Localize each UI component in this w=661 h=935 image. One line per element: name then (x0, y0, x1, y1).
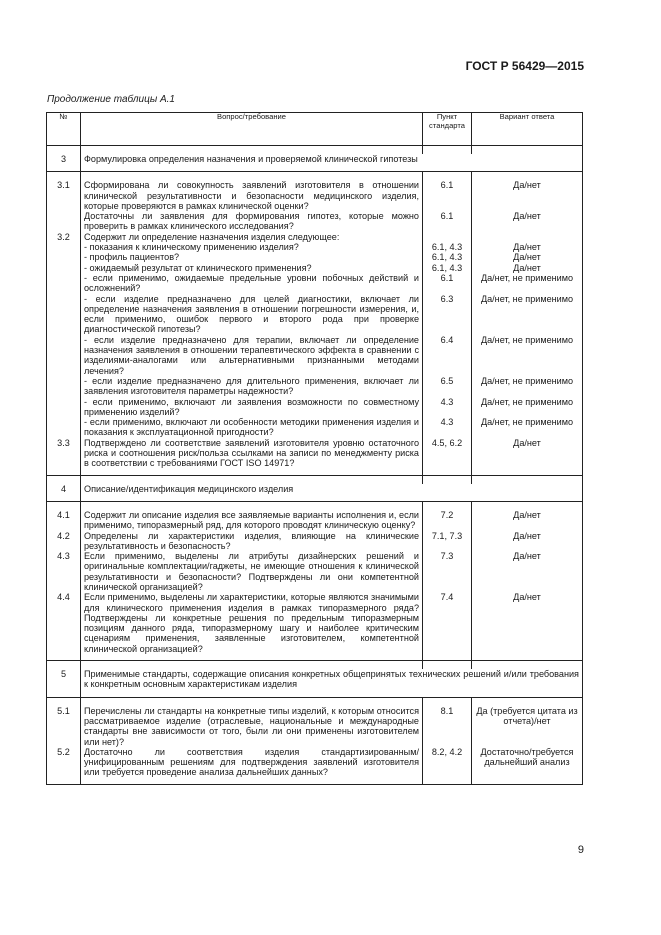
row-question: Достаточно ли соответствия изделия стандартизированным/унифицированным решениям для подтверждения заявлений изготовителя или требуется проведение анализа дальнейших данных? (81, 747, 423, 778)
section-end-spacer (47, 778, 583, 785)
column-header-clause: Пункт стандарта (423, 113, 472, 146)
row-clause: 8.1 (423, 706, 472, 747)
row-number (47, 376, 81, 397)
spacer-cell (472, 778, 583, 785)
spacer-cell (423, 501, 472, 510)
section-separator (47, 697, 583, 706)
row-number: 4.2 (47, 531, 81, 552)
row-number (47, 417, 81, 438)
spacer-cell (472, 501, 583, 510)
row-number (47, 335, 81, 376)
section-number: 3 (47, 154, 81, 172)
row-answer: Да/нет (472, 263, 583, 273)
table-row (47, 397, 583, 418)
row-clause: 4.3 (423, 417, 472, 438)
section-separator (47, 501, 583, 510)
column-header-answer: Вариант ответа (472, 113, 583, 146)
section-heading-row (47, 154, 583, 172)
row-question: - ожидаемый результат от клинического применения? (81, 263, 423, 273)
row-question: Если применимо, выделены ли атрибуты дизайнерских решений и оригинальные комплектации/гаджеты, не имеющие отношения к клинической результативности и безопасности? Подтверждены ли они компетентной клинической организацией? (81, 551, 423, 592)
table-row (47, 242, 583, 252)
spacer-cell (472, 697, 583, 706)
row-clause: 6.4 (423, 335, 472, 376)
row-question: Содержит ли описание изделия все заявляемые варианты исполнения и, если применимо, типоразмерный ряд, для которого проводят клиническую оценку? (81, 510, 423, 531)
row-answer: Да (требуется цитата из отчета)/нет (472, 706, 583, 747)
section-title: Формулировка определения назначения и проверяемой клинической гипотезы (81, 154, 583, 172)
row-clause: 7.1, 7.3 (423, 531, 472, 552)
spacer-cell (423, 146, 472, 155)
row-question: - если применимо, включают ли заявления возможности по совместному применению изделий? (81, 397, 423, 418)
section-title: Применимые стандарты, содержащие описания конкретных общепринятых технических решений и/или требования к конкретным основным характеристикам изделия (81, 669, 583, 697)
row-answer: Да/нет, не применимо (472, 273, 583, 294)
row-number (47, 252, 81, 262)
row-question: Подтверждено ли соответствие заявлений изготовителя уровню остаточного риска и соотношения риск/польза ссылками на записи по менеджменту риска в соответствии с требованиями ГОСТ ISO 14971? (81, 438, 423, 469)
table-row (47, 706, 583, 747)
spacer-cell (472, 475, 583, 484)
row-clause: 7.2 (423, 510, 472, 531)
table-row (47, 531, 583, 552)
row-answer: Достаточно/требуется дальнейший анализ (472, 747, 583, 778)
spacer-cell (423, 172, 472, 181)
row-question: Если применимо, выделены ли характеристики, которые являются значимыми для клинического применения изделия в рамках типоразмерного ряда? Подтверждены ли конкретные решения по предельным типоразмерным позициям данного ряда, типоразмерному шагу и наиболее критическим сценариям применения, заявленные изготовителем, компетентной клинической организацией? (81, 592, 423, 654)
row-number (47, 397, 81, 418)
table-row (47, 592, 583, 654)
row-answer: Да/нет (472, 531, 583, 552)
table-row (47, 232, 583, 242)
row-clause: 6.1 (423, 211, 472, 232)
row-number: 4.1 (47, 510, 81, 531)
row-number (47, 242, 81, 252)
row-clause: 6.1 (423, 180, 472, 211)
row-answer: Да/нет (472, 252, 583, 262)
row-number: 3.1 (47, 180, 81, 211)
row-answer: Да/нет (472, 592, 583, 654)
row-number: 4.3 (47, 551, 81, 592)
spacer-cell (472, 146, 583, 155)
row-answer (472, 232, 583, 242)
row-question: - если изделие предназначено для длительного применения, включает ли заявления изготовителя параметры надежности? (81, 376, 423, 397)
section-title: Описание/идентификация медицинского изделия (81, 484, 583, 502)
requirements-table (46, 112, 583, 785)
table-row (47, 180, 583, 211)
row-clause (423, 232, 472, 242)
table-row (47, 438, 583, 469)
spacer-cell (47, 146, 81, 155)
row-answer: Да/нет (472, 242, 583, 252)
spacer-cell (81, 778, 423, 785)
spacer-cell (47, 475, 81, 484)
section-number: 4 (47, 484, 81, 502)
table-row (47, 417, 583, 438)
row-answer: Да/нет, не применимо (472, 417, 583, 438)
spacer-cell (423, 778, 472, 785)
row-clause: 6.3 (423, 294, 472, 335)
row-question: - профиль пациентов? (81, 252, 423, 262)
row-question: Содержит ли определение назначения изделия следующее: (81, 232, 423, 242)
row-clause: 6.1 (423, 273, 472, 294)
row-question: - если применимо, включают ли особенности методики применения изделия и показания к эксплуатационной пригодности? (81, 417, 423, 438)
row-number (47, 263, 81, 273)
table-row (47, 335, 583, 376)
spacer-cell (47, 172, 81, 181)
spacer-cell (81, 172, 423, 181)
table-row (47, 510, 583, 531)
table-row (47, 263, 583, 273)
section-heading-row (47, 484, 583, 502)
spacer-cell (81, 661, 423, 670)
row-number: 5.1 (47, 706, 81, 747)
spacer-cell (81, 697, 423, 706)
row-question: Сформирована ли совокупность заявлений изготовителя в отношении клинической результативности и безопасности медицинского изделия, которые проверяются в рамках клинической оценки? (81, 180, 423, 211)
row-answer: Да/нет (472, 211, 583, 232)
page-number: 9 (577, 844, 584, 856)
row-number (47, 211, 81, 232)
row-answer: Да/нет, не применимо (472, 335, 583, 376)
row-clause: 6.5 (423, 376, 472, 397)
row-clause: 8.2, 4.2 (423, 747, 472, 778)
row-clause: 4.5, 6.2 (423, 438, 472, 469)
column-header-question: Вопрос/требование (81, 113, 423, 146)
row-question: - если изделие предназначено для целей диагностики, включает ли определение назначения заявления в отношении погрешности измерения, и, если применимо, ошибок первого и второго рода при проверке диагностической гипотезы? (81, 294, 423, 335)
row-number: 5.2 (47, 747, 81, 778)
table-header-row (47, 113, 583, 146)
row-question: Достаточны ли заявления для формирования гипотез, которые можно проверить в рамках клинического исследования? (81, 211, 423, 232)
row-question: - если изделие предназначено для терапии, включает ли определение назначения заявления в отношении терапевтического эффекта в сравнении с изделиями-аналогами или альтернативными признанными методами лечения? (81, 335, 423, 376)
table-row (47, 551, 583, 592)
section-spacer (47, 661, 583, 670)
section-separator (47, 172, 583, 181)
section-number: 5 (47, 669, 81, 697)
column-header-number: № (47, 113, 81, 146)
row-question: Определены ли характеристики изделия, влияющие на клинические результативность и безопасность? (81, 531, 423, 552)
row-answer: Да/нет, не применимо (472, 376, 583, 397)
section-spacer (47, 475, 583, 484)
spacer-cell (47, 697, 81, 706)
spacer-cell (81, 501, 423, 510)
row-clause: 7.4 (423, 592, 472, 654)
section-spacer (47, 146, 583, 155)
table-body (47, 146, 583, 785)
section-heading-row (47, 669, 583, 697)
table-row (47, 747, 583, 778)
row-clause: 6.1, 4.3 (423, 263, 472, 273)
row-question: - показания к клиническому применению изделия? (81, 242, 423, 252)
row-clause: 7.3 (423, 551, 472, 592)
row-answer: Да/нет (472, 180, 583, 211)
row-number: 3.2 (47, 232, 81, 242)
row-question: Перечислены ли стандарты на конкретные типы изделий, к которым относится рассматриваемое изделие (отраслевые, национальные и международные стандарты вне зависимости от того, были ли они применены изготовителем или нет)? (81, 706, 423, 747)
row-answer: Да/нет, не применимо (472, 294, 583, 335)
row-answer: Да/нет (472, 438, 583, 469)
spacer-cell (47, 778, 81, 785)
table-row (47, 376, 583, 397)
row-number (47, 273, 81, 294)
table-row (47, 211, 583, 232)
spacer-cell (81, 146, 423, 155)
table-row (47, 252, 583, 262)
spacer-cell (47, 501, 81, 510)
spacer-cell (472, 172, 583, 181)
table-row (47, 294, 583, 335)
spacer-cell (81, 475, 423, 484)
row-clause: 6.1, 4.3 (423, 242, 472, 252)
row-question: - если применимо, ожидаемые предельные уровни побочных действий и осложнений? (81, 273, 423, 294)
row-number (47, 294, 81, 335)
row-number: 4.4 (47, 592, 81, 654)
row-answer: Да/нет (472, 510, 583, 531)
row-answer: Да/нет, не применимо (472, 397, 583, 418)
spacer-cell (47, 661, 81, 670)
spacer-cell (423, 697, 472, 706)
row-answer: Да/нет (472, 551, 583, 592)
spacer-cell (423, 475, 472, 484)
table-row (47, 273, 583, 294)
table-continuation-caption: Продолжение таблицы А.1 (47, 94, 175, 105)
row-number: 3.3 (47, 438, 81, 469)
document-code: ГОСТ Р 56429—2015 (465, 59, 584, 73)
row-clause: 4.3 (423, 397, 472, 418)
spacer-cell (423, 661, 472, 670)
spacer-cell (472, 661, 583, 670)
row-clause: 6.1, 4.3 (423, 252, 472, 262)
